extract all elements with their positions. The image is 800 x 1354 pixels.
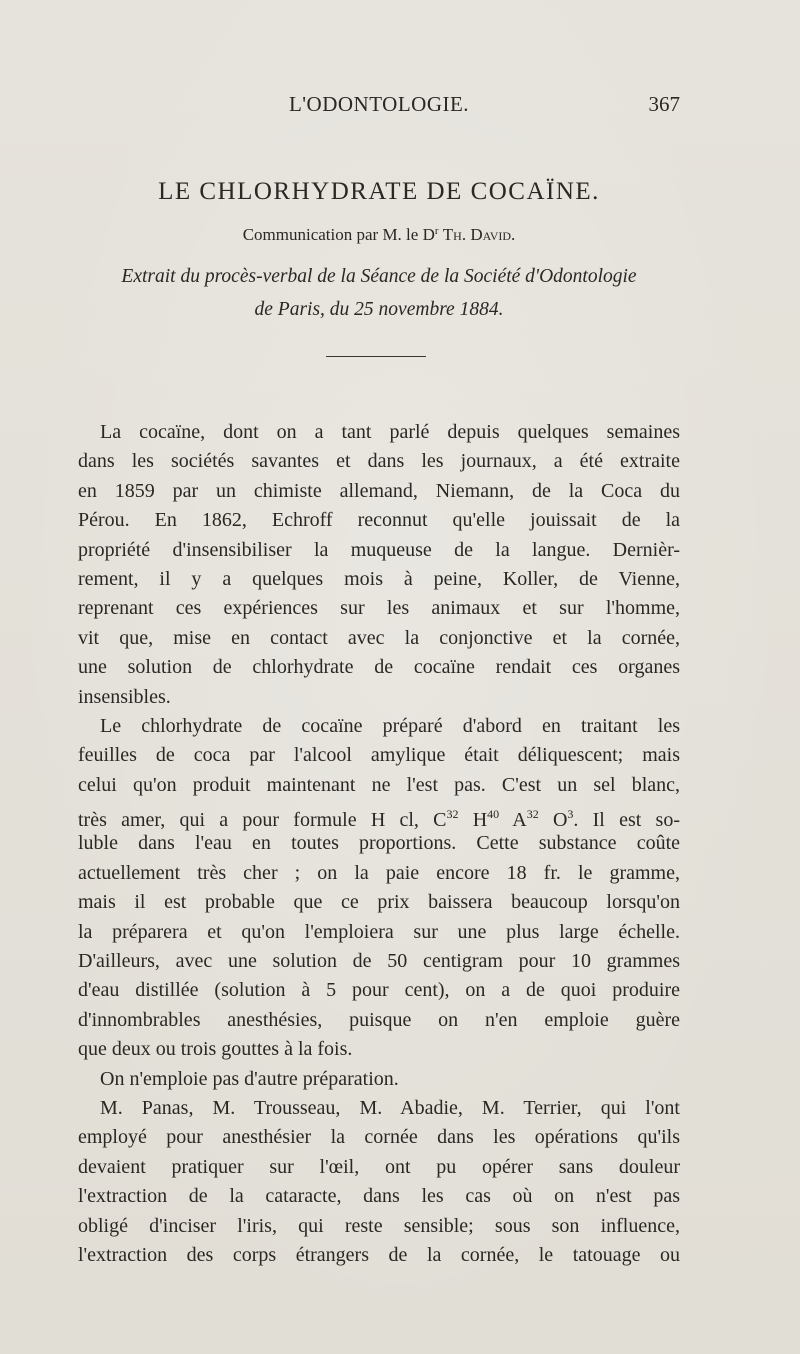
article-title: LE CHLORHYDRATE DE COCAÏNE.: [158, 178, 600, 205]
text-line: en 1859 par un chimiste allemand, Niemann, de la Coca du: [78, 479, 680, 502]
text-line: vit que, mise en contact avec la conjonctive et la cornée,: [78, 626, 680, 649]
extract-note: [78, 260, 680, 326]
text-line: Pérou. En 1862, Echroff reconnut qu'elle jouissait de la: [78, 509, 680, 532]
text-line: M. Panas, M. Trousseau, M. Abadie, M. Terrier, qui l'ont: [100, 1096, 680, 1119]
text-line: reprenant ces expériences sur les animaux et sur l'homme,: [78, 597, 680, 620]
text-line: la préparera et qu'on l'emploiera sur une plus large échelle.: [78, 920, 680, 943]
article-body: [78, 418, 680, 1270]
formula-sup: 32: [446, 807, 459, 822]
text-line: une solution de chlorhydrate de cocaïne rendait ces organes: [78, 656, 680, 679]
formula-line: [78, 800, 680, 832]
communication-byline: [78, 225, 680, 245]
text-line: La cocaïne, dont on a tant parlé depuis quelques semaines: [100, 421, 680, 443]
text-line: devaient pratiquer sur l'œil, ont pu opérer sans douleur: [78, 1155, 680, 1178]
formula-sup: 3: [567, 807, 574, 822]
text-line: propriété d'insensibiliser la muqueuse de la langue. Dernièr-: [78, 538, 680, 561]
page-number: 367: [648, 92, 680, 116]
text-line: obligé d'inciser l'iris, qui reste sensible; sous son influence,: [78, 1214, 680, 1237]
extract-line-2: de Paris, du 25 novembre 1884.: [254, 299, 504, 320]
formula-text: très amer, qui a pour formule H cl, C: [78, 809, 447, 832]
running-header: [78, 92, 680, 122]
formula-text: A: [499, 809, 527, 832]
journal-title: L'ODONTOLOGIE.: [288, 92, 470, 116]
formula-text: H: [458, 809, 488, 832]
text-line: D'ailleurs, avec une solution de 50 centigram pour 10 grammes: [78, 950, 680, 973]
formula-sup: 32: [526, 807, 539, 822]
section-divider: [326, 356, 426, 357]
text-line: On n'emploie pas d'autre préparation.: [100, 1067, 399, 1090]
text-line: Le chlorhydrate de cocaïne préparé d'abord en traitant les: [100, 714, 680, 737]
text-line: rement, il y a quelques mois à peine, Koller, de Vienne,: [78, 567, 680, 590]
text-line: dans les sociétés savantes et dans les journaux, a été extraite: [78, 450, 680, 473]
text-line: feuilles de coca par l'alcool amylique était déliquescent; mais: [78, 744, 680, 767]
text-line: d'innombrables anesthésies, puisque on n'en emploie guère: [78, 1008, 680, 1031]
text-line: l'extraction de la cataracte, dans les cas où on n'est pas: [78, 1185, 680, 1208]
byline-prefix: Communication par M. le D: [242, 225, 435, 244]
text-line: employé pour anesthésier la cornée dans les opérations qu'ils: [78, 1126, 680, 1149]
text-line: insensibles.: [78, 685, 171, 708]
text-line: que deux ou trois gouttes à la fois.: [78, 1038, 353, 1061]
formula-text: O: [538, 809, 568, 832]
formula-text: . Il est so-: [573, 809, 680, 832]
author-name: Th. David.: [442, 225, 516, 244]
text-line: actuellement très cher ; on la paie encore 18 fr. le gramme,: [78, 861, 680, 884]
extract-line-1: Extrait du procès-verbal de la Séance de la Société d'Odontologie: [121, 266, 637, 287]
text-line: d'eau distillée (solution à 5 pour cent), on a de quoi produire: [78, 979, 680, 1002]
byline-superscript: r: [434, 225, 439, 237]
formula-sup: 40: [487, 807, 500, 822]
text-line: luble dans l'eau en toutes proportions. Cette substance coûte: [78, 832, 680, 855]
text-line: celui qu'on produit maintenant ne l'est pas. C'est un sel blanc,: [78, 773, 680, 796]
text-line: mais il est probable que ce prix baissera beaucoup lorsqu'on: [78, 891, 680, 914]
text-line: l'extraction des corps étrangers de la cornée, le tatouage ou: [78, 1243, 680, 1266]
